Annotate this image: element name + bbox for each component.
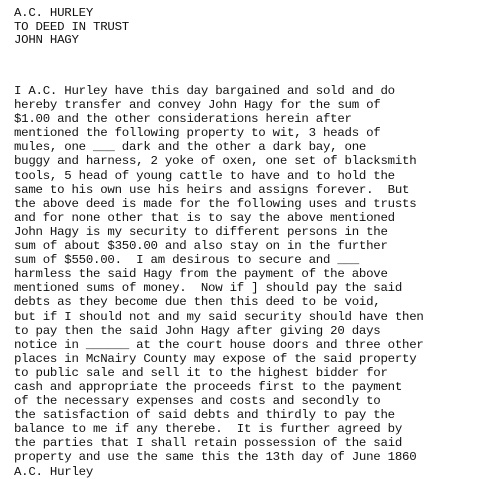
body-line: places in McNairy County may expose of the said property <box>14 351 417 366</box>
body-line: the satisfaction of said debts and thirdly to pay the <box>14 408 395 423</box>
body-line: mentioned sums of money. Now if ] should pay the said <box>14 281 403 296</box>
document-body <box>14 84 424 479</box>
body-line: tools, 5 head of young cattle to have and to hold the <box>14 168 395 183</box>
body-line: hereby transfer and convey John Hagy for the sum of <box>14 98 381 113</box>
body-line: the above deed is made for the following uses and trusts <box>14 196 417 211</box>
body-line: mules, one ___ dark and the other a dark bay, one <box>14 140 367 155</box>
body-line: notice in ______ at the court house doors and three other <box>14 337 424 352</box>
body-line: same to his own use his heirs and assigns forever. But <box>14 182 410 197</box>
body-line: I A.C. Hurley have this day bargained and sold and do <box>14 84 395 98</box>
body-line: property and use the same this the 13th day of June 1860 <box>14 450 417 465</box>
body-line: balance to me if any therebe. It is further agreed by <box>14 422 403 437</box>
header-line-name: A.C. HURLEY <box>14 6 94 20</box>
body-line: the parties that I shall retain possession of the said <box>14 436 403 451</box>
header-line-title: TO DEED IN TRUST <box>14 19 129 34</box>
body-line: but if I should not and my said security should have then <box>14 309 424 324</box>
body-line: of the necessary expenses and costs and secondly to <box>14 394 381 409</box>
body-line: cash and appropriate the proceeds first to the payment <box>14 379 403 394</box>
body-line: harmless the said Hagy from the payment of the above <box>14 267 388 282</box>
body-line: sum of about $350.00 and also stay on in the further <box>14 239 388 254</box>
signature-line: A.C. Hurley <box>14 464 94 479</box>
body-line: to public sale and sell it to the highest bidder for <box>14 365 388 380</box>
body-line: $1.00 and the other considerations herein after <box>14 112 352 127</box>
body-line: to pay then the said John Hagy after giving 20 days <box>14 323 381 338</box>
header-line-recipient: JOHN HAGY <box>14 33 79 47</box>
body-line: buggy and harness, 2 yoke of oxen, one set of blacksmith <box>14 154 417 169</box>
body-line: sum of $550.00. I am desirous to secure and ___ <box>14 253 359 268</box>
body-line: debts as they become due then this deed to be void, <box>14 295 381 310</box>
document-header <box>14 7 129 48</box>
body-line: John Hagy is my security to different persons in the <box>14 224 388 239</box>
body-line: and for none other that is to say the above mentioned <box>14 210 395 225</box>
body-line: mentioned the following property to wit, 3 heads of <box>14 126 381 141</box>
